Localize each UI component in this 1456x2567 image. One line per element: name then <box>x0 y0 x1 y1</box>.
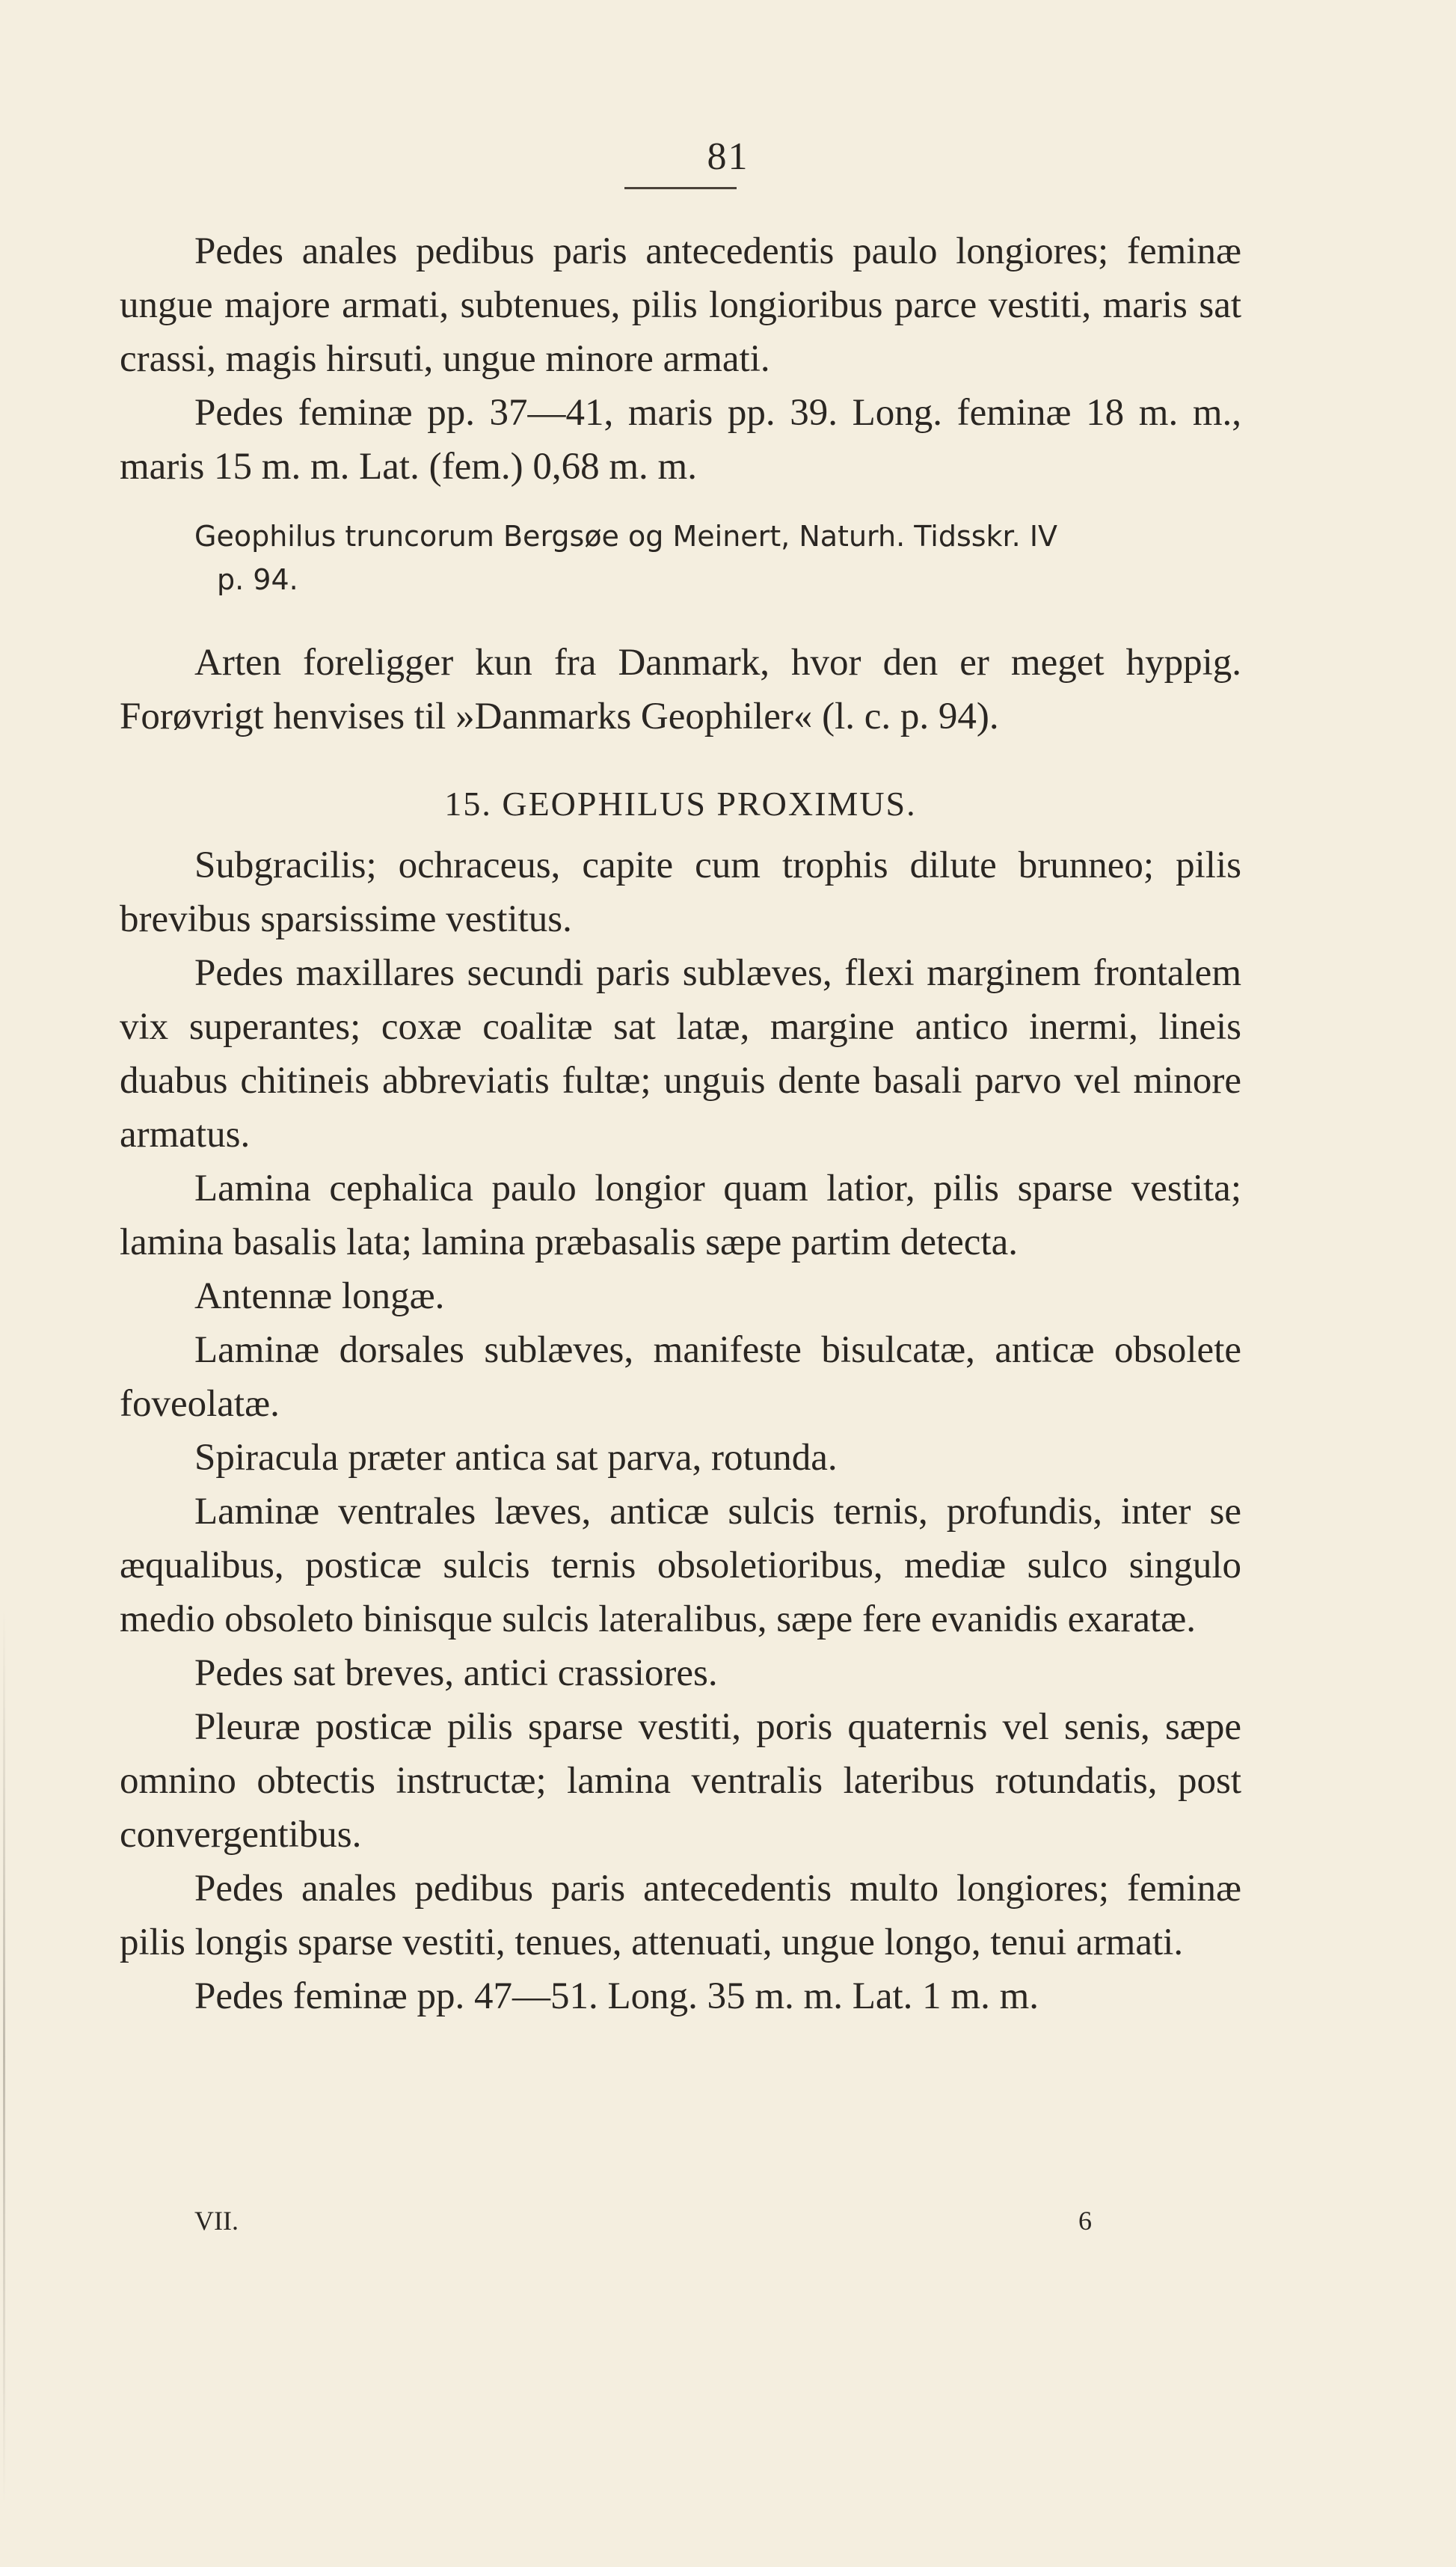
paragraph: Pedes sat breves, antici crassiores. <box>194 1652 718 1694</box>
paragraph: Subgracilis; ochraceus, capite cum trophis dilute brunneo; pilis brevibus sparsissime vestitus. <box>120 844 1241 940</box>
signature-mark: VII. <box>194 2206 239 2236</box>
page-edge-shadow <box>3 1608 5 2506</box>
paragraph: Pedes maxillares secundi paris sublæves, flexi marginem frontalem vix superantes; coxæ coalitæ sat latæ, margine antico inermi, lineis duabus chitineis abbreviatis fultæ; unguis dente basali parvo vel minore armatus. <box>120 952 1241 1156</box>
reference-line: p. 94. <box>217 563 298 596</box>
header-rule <box>624 187 737 189</box>
paragraph: Arten foreligger kun fra Danmark, hvor den er meget hyppig. Forøvrigt henvises til »Danmarks Geophiler« (l. c. p. 94). <box>120 642 1241 737</box>
paragraph: Spiracula præter antica sat parva, rotunda. <box>194 1437 838 1479</box>
paragraph: Pedes anales pedibus paris antecedentis multo longiores; feminæ pilis longis sparse vestiti, tenues, attenuati, ungue longo, tenui armati. <box>120 1868 1241 1963</box>
page-number: 81 <box>707 135 749 178</box>
section-heading: 15. GEOPHILUS PROXIMUS. <box>444 785 917 823</box>
paragraph: Laminæ dorsales sublæves, manifeste bisulcatæ, anticæ obsolete foveolatæ. <box>120 1329 1241 1425</box>
paragraph: Pedes feminæ pp. 47—51. Long. 35 m. m. Lat. 1 m. m. <box>194 1975 1039 2017</box>
page-footer <box>194 2205 1092 2236</box>
reference-citation <box>194 515 1241 601</box>
paragraph: Pedes anales pedibus paris antecedentis paulo longiores; feminæ ungue majore armati, subtenues, pilis longioribus parce vestiti, maris sat crassi, magis hirsuti, ungue minore armati. <box>120 230 1241 380</box>
paragraph: Pedes feminæ pp. 37—41, maris pp. 39. Long. feminæ 18 m. m., maris 15 m. m. Lat. (fem.) 0,68 m. m. <box>120 392 1241 488</box>
paragraph: Lamina cephalica paulo longior quam latior, pilis sparse vestita; lamina basalis lata; lamina præbasalis sæpe partim detecta. <box>120 1168 1241 1263</box>
paragraph: Laminæ ventrales læves, anticæ sulcis ternis, profundis, inter se æqualibus, posticæ sulcis ternis obsoletioribus, mediæ sulco singulo medio obsoleto binisque sulcis lateralibus, sæpe fere evanidis exaratæ. <box>120 1491 1241 1640</box>
paragraph: Pleuræ posticæ pilis sparse vestiti, poris quaternis vel senis, sæpe omnino obtectis instructæ; lamina ventralis lateribus rotundatis, post convergentibus. <box>120 1706 1241 1856</box>
reference-line: Geophilus truncorum Bergsøe og Meinert, Naturh. Tidsskr. IV <box>194 520 1058 553</box>
paragraph: Antennæ longæ. <box>194 1275 445 1317</box>
body-text <box>120 224 1241 2023</box>
signature-number: 6 <box>1078 2206 1092 2236</box>
